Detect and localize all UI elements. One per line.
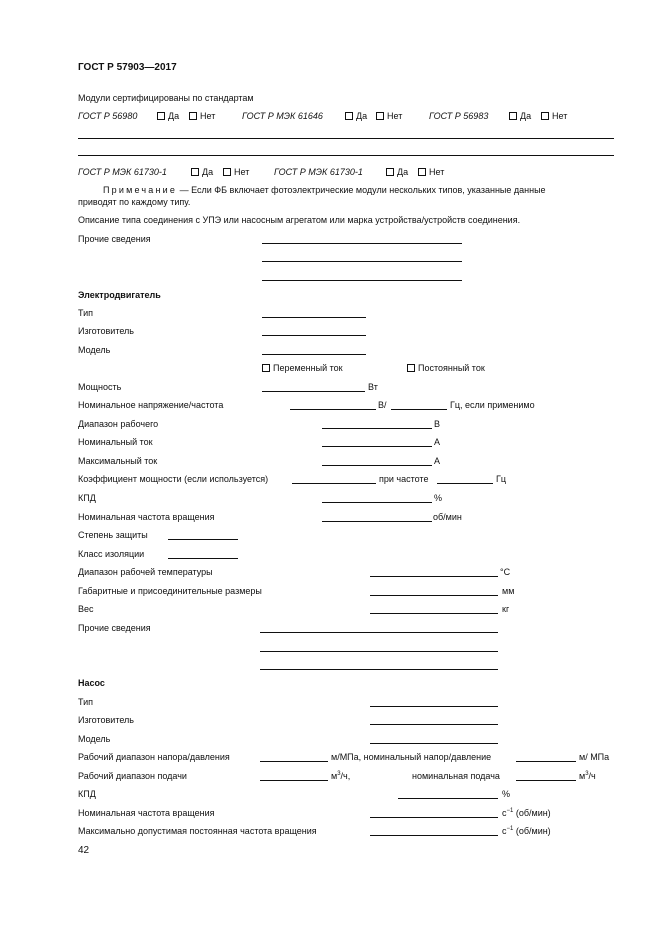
head-unit-label: м/МПа, номинальный напор/давление bbox=[331, 752, 492, 762]
checkbox-icon[interactable] bbox=[509, 112, 517, 120]
connection-description: Описание типа соединения с УПЭ или насосным агрегатом или марка устройства/устройств соединения. bbox=[78, 215, 521, 225]
head-range-field[interactable] bbox=[260, 761, 328, 762]
voltage-field[interactable] bbox=[290, 409, 376, 410]
checkbox-icon[interactable] bbox=[157, 112, 165, 120]
insulation-label: Класс изоляции bbox=[78, 549, 145, 559]
motor-speed-field[interactable] bbox=[322, 521, 432, 522]
kg-unit: кг bbox=[502, 604, 510, 614]
no-option[interactable]: Нет bbox=[223, 167, 249, 178]
fill-line[interactable] bbox=[260, 632, 498, 633]
checkbox-icon[interactable] bbox=[386, 168, 394, 176]
insulation-field[interactable] bbox=[168, 558, 238, 559]
motor-model-field[interactable] bbox=[262, 354, 366, 355]
fill-line[interactable] bbox=[260, 651, 498, 652]
pump-efficiency-field[interactable] bbox=[398, 798, 498, 799]
motor-manufacturer-field[interactable] bbox=[262, 335, 366, 336]
percent-unit: % bbox=[434, 493, 443, 503]
no-option[interactable]: Нет bbox=[418, 167, 444, 178]
yes-option[interactable]: Да bbox=[191, 167, 213, 178]
page-number: 42 bbox=[78, 845, 90, 856]
checkbox-icon[interactable] bbox=[376, 112, 384, 120]
motor-type-label: Тип bbox=[78, 308, 94, 318]
note-line-2: приводят по каждому типу. bbox=[78, 197, 191, 207]
motor-type-field[interactable] bbox=[262, 317, 366, 318]
max-current-label: Максимальный ток bbox=[78, 456, 158, 466]
yes-option[interactable]: Да bbox=[157, 111, 179, 122]
flow-range-label: Рабочий диапазон подачи bbox=[78, 771, 187, 781]
flow-unit-2: $м^3/ч$ bbox=[579, 771, 596, 781]
volt-unit: В/ bbox=[378, 400, 387, 410]
pump-heading: Насос bbox=[78, 678, 105, 688]
dc-option[interactable]: Постоянный ток bbox=[407, 363, 485, 374]
fill-line[interactable] bbox=[78, 138, 614, 139]
protection-field[interactable] bbox=[168, 539, 238, 540]
standard-label: ГОСТ Р МЭК 61730-1 bbox=[78, 167, 167, 177]
protection-label: Степень защиты bbox=[78, 530, 148, 540]
fill-line[interactable] bbox=[260, 669, 498, 670]
frequency-field[interactable] bbox=[391, 409, 447, 410]
checkbox-icon[interactable] bbox=[223, 168, 231, 176]
nominal-current-unit: А bbox=[434, 437, 441, 447]
standard-label: ГОСТ Р 56980 bbox=[78, 111, 138, 121]
max-speed-label: Максимально допустимая постоянная частота вращения bbox=[78, 826, 317, 836]
head-unit-2: м/ МПа bbox=[579, 752, 610, 762]
cert-intro: Модули сертифицированы по стандартам bbox=[78, 93, 254, 103]
pump-type-label: Тип bbox=[78, 697, 94, 707]
pump-type-field[interactable] bbox=[370, 706, 498, 707]
nominal-current-field[interactable] bbox=[322, 446, 432, 447]
standard-label: ГОСТ Р МЭК 61730-1 bbox=[274, 167, 363, 177]
checkbox-icon[interactable] bbox=[407, 364, 415, 372]
max-speed-field[interactable] bbox=[370, 835, 498, 836]
temperature-unit: °С bbox=[500, 567, 511, 577]
pump-speed-field[interactable] bbox=[370, 817, 498, 818]
motor-other-info-label: Прочие сведения bbox=[78, 623, 151, 633]
fill-line[interactable] bbox=[262, 280, 462, 281]
power-factor-frequency-field[interactable] bbox=[437, 483, 493, 484]
motor-heading: Электродвигатель bbox=[78, 290, 161, 300]
pump-model-field[interactable] bbox=[370, 743, 498, 744]
document-id: ГОСТ Р 57903—2017 bbox=[78, 62, 177, 73]
yes-option[interactable]: Да bbox=[509, 111, 531, 122]
nominal-current-label: Номинальный ток bbox=[78, 437, 153, 447]
power-factor-field[interactable] bbox=[292, 483, 376, 484]
mm-unit: мм bbox=[502, 586, 515, 596]
range-unit: В bbox=[434, 419, 441, 429]
frequency-unit: Гц, если применимо bbox=[450, 400, 535, 410]
range-field[interactable] bbox=[322, 428, 432, 429]
power-unit: Вт bbox=[368, 382, 378, 392]
note-line-1: Примечание — Если ФБ включает фотоэлектрические модули нескольких типов, указанные данные bbox=[103, 185, 546, 195]
motor-efficiency-field[interactable] bbox=[322, 502, 432, 503]
dimensions-label: Габаритные и присоединительные размеры bbox=[78, 586, 262, 596]
pump-speed-label: Номинальная частота вращения bbox=[78, 808, 215, 818]
checkbox-icon[interactable] bbox=[541, 112, 549, 120]
pump-manufacturer-field[interactable] bbox=[370, 724, 498, 725]
checkbox-icon[interactable] bbox=[191, 168, 199, 176]
other-info-label: Прочие сведения bbox=[78, 234, 151, 244]
flow-range-field[interactable] bbox=[260, 780, 328, 781]
motor-efficiency-label: КПД bbox=[78, 493, 96, 503]
power-factor-label: Коэффициент мощности (если используется) bbox=[78, 474, 269, 484]
nominal-head-field[interactable] bbox=[516, 761, 576, 762]
fill-line[interactable] bbox=[78, 155, 614, 156]
temperature-range-label: Диапазон рабочей температуры bbox=[78, 567, 213, 577]
hz-unit: Гц bbox=[496, 474, 507, 484]
nominal-flow-label: номинальная подача bbox=[412, 771, 500, 781]
checkbox-icon[interactable] bbox=[418, 168, 426, 176]
pump-efficiency-label: КПД bbox=[78, 789, 96, 799]
max-speed-unit: $с^{-1}$ (об/мин) bbox=[502, 826, 551, 836]
motor-model-label: Модель bbox=[78, 345, 111, 355]
head-range-label: Рабочий диапазон напора/давления bbox=[78, 752, 230, 762]
yes-option[interactable]: Да bbox=[345, 111, 367, 122]
checkbox-icon[interactable] bbox=[345, 112, 353, 120]
flow-unit: $м^3/ч$, bbox=[331, 771, 351, 781]
no-option[interactable]: Нет bbox=[189, 111, 215, 122]
yes-option[interactable]: Да bbox=[386, 167, 408, 178]
motor-speed-label: Номинальная частота вращения bbox=[78, 512, 215, 522]
max-current-unit: А bbox=[434, 456, 441, 466]
nominal-flow-field[interactable] bbox=[516, 780, 576, 781]
pump-speed-unit: $с^{-1}$ (об/мин) bbox=[502, 808, 551, 818]
power-field[interactable] bbox=[262, 391, 365, 392]
standard-label: ГОСТ Р 56983 bbox=[429, 111, 489, 121]
range-label: Диапазон рабочего bbox=[78, 419, 159, 429]
at-frequency-label: при частоте bbox=[379, 474, 429, 484]
no-option[interactable]: Нет bbox=[376, 111, 402, 122]
no-option[interactable]: Нет bbox=[541, 111, 567, 122]
fill-line[interactable] bbox=[262, 261, 462, 262]
pump-model-label: Модель bbox=[78, 734, 111, 744]
checkbox-icon[interactable] bbox=[189, 112, 197, 120]
motor-manufacturer-label: Изготовитель bbox=[78, 326, 134, 336]
voltage-frequency-label: Номинальное напряжение/частота bbox=[78, 400, 224, 410]
ac-option[interactable]: Переменный ток bbox=[262, 363, 343, 374]
max-current-field[interactable] bbox=[322, 465, 432, 466]
pump-manufacturer-label: Изготовитель bbox=[78, 715, 134, 725]
checkbox-icon[interactable] bbox=[262, 364, 270, 372]
percent-unit: % bbox=[502, 789, 511, 799]
weight-field[interactable] bbox=[370, 613, 498, 614]
fill-line[interactable] bbox=[262, 243, 462, 244]
dimensions-field[interactable] bbox=[370, 595, 498, 596]
standard-label: ГОСТ Р МЭК 61646 bbox=[242, 111, 323, 121]
weight-label: Вес bbox=[78, 604, 94, 614]
power-label: Мощность bbox=[78, 382, 122, 392]
speed-unit: об/мин bbox=[433, 512, 462, 522]
temperature-range-field[interactable] bbox=[370, 576, 498, 577]
